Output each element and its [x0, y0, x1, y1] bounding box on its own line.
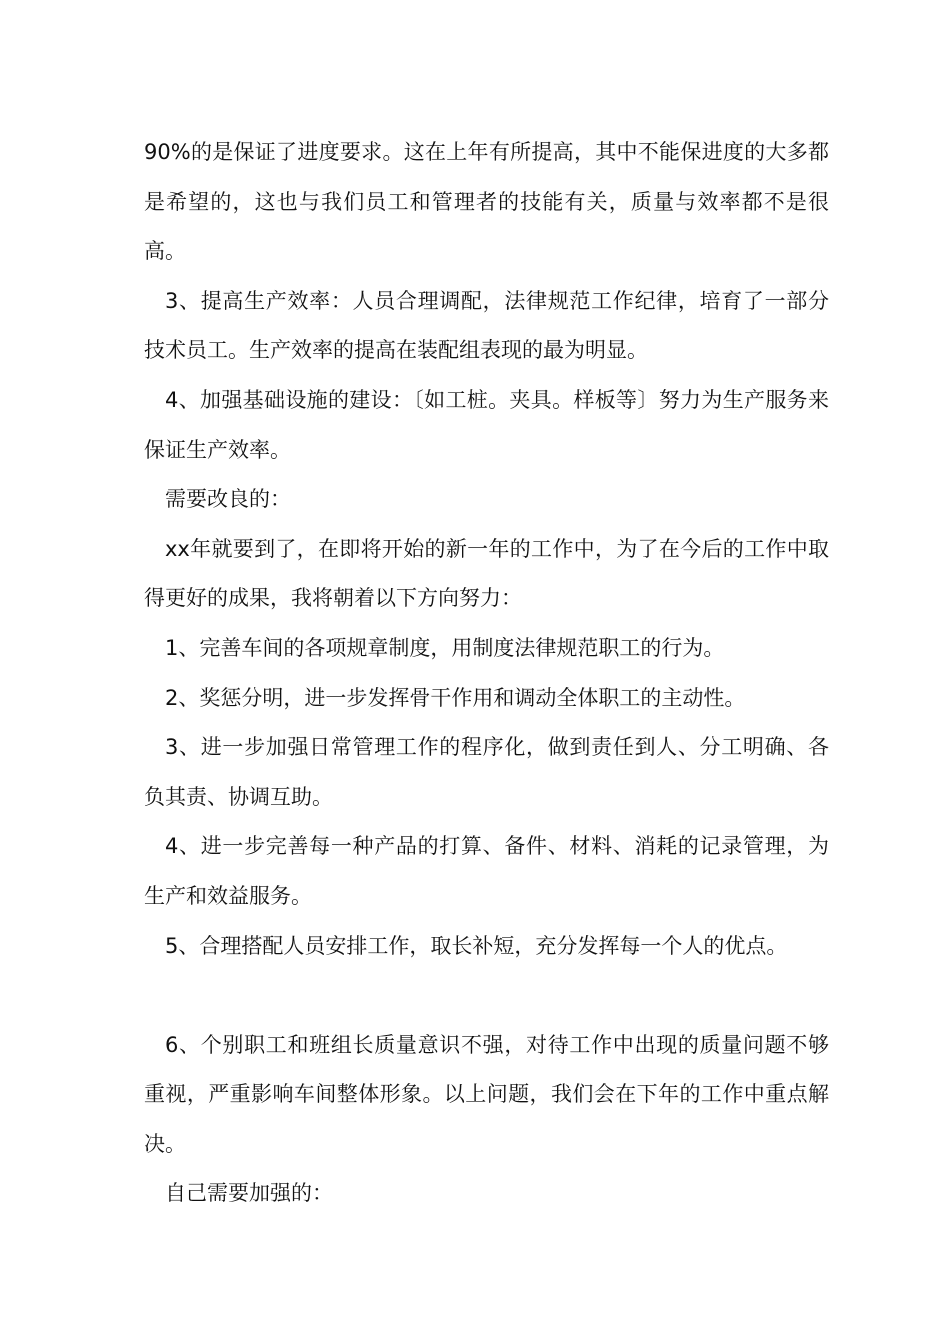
- plan-item-1: 1、完善车间的各项规章制度，用制度法律规范职工的行为。: [165, 635, 725, 660]
- paragraph-item-6-quality: 6、个别职工和班组长质量意识不强，对待工作中出现的质量问题不够重视，严重影响车间整体形象。以上问题，我们会在下年的工作中重点解决。: [144, 1032, 829, 1156]
- plan-item-3: 3、进一步加强日常管理工作的程序化，做到责任到人、分工明确、各负其责、协调互助。: [144, 735, 829, 809]
- plan-item-2: 2、奖惩分明，进一步发挥骨干作用和调动全体职工的主动性。: [165, 685, 746, 710]
- blank-line: [144, 971, 829, 1021]
- section-heading-improvements: 需要改良的：: [165, 487, 291, 512]
- section-heading-self-improvement: 自己需要加强的：: [165, 1181, 333, 1206]
- paragraph-item-4-infrastructure: 4、加强基础设施的建设：〔如工桩。夹具。样板等〕努力为生产服务来保证生产效率。: [144, 387, 829, 462]
- plan-item-4: 4、进一步完善每一种产品的打算、备件、材料、消耗的记录管理，为生产和效益服务。: [144, 834, 829, 908]
- paragraph-progress-summary: 90%的是保证了进度要求。这在上年有所提高，其中不能保进度的大多都是希望的，这也与我们员工和管理者的技能有关，质量与效率都不是很高。: [144, 140, 829, 264]
- plan-item-5: 5、合理搭配人员安排工作，取长补短，充分发挥每一个人的优点。: [165, 933, 788, 958]
- paragraph-new-year-plan: xx年就要到了，在即将开始的新一年的工作中，为了在今后的工作中取得更好的成果，我将朝着以下方向努力：: [144, 536, 829, 611]
- document-body: [144, 128, 829, 1219]
- paragraph-item-3-efficiency: 3、提高生产效率：人员合理调配，法律规范工作纪律，培育了一部分技术员工。生产效率的提高在装配组表现的最为明显。: [144, 288, 829, 363]
